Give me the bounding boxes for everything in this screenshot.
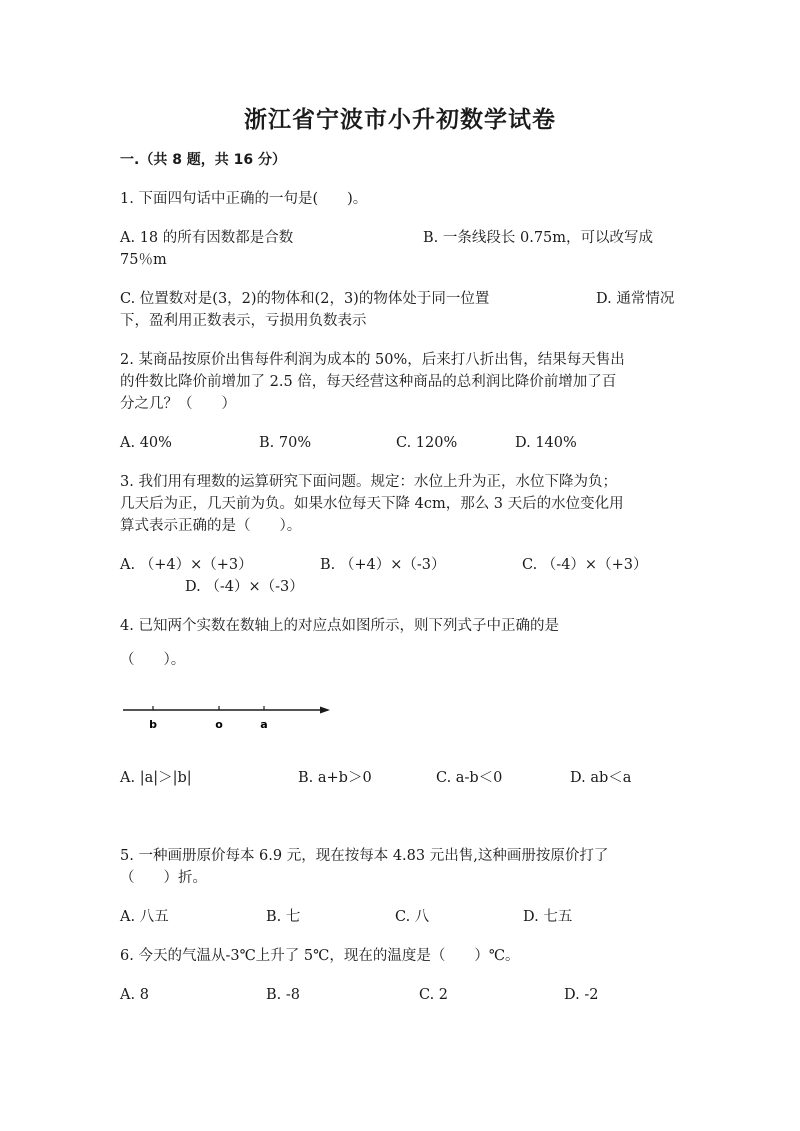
q1-option-b-continued: 75％m [120, 252, 167, 268]
q3-option-b: B. （+4）×（-3） [320, 557, 446, 573]
section-heading: 一.（共 8 题，共 16 分） [120, 152, 287, 168]
q2-option-a: A. 40% [120, 435, 172, 451]
q3-option-c: C. （-4）×（+3） [522, 557, 648, 573]
question-3-line-2: 几天后为正，几天前为负。如果水位每天下降 4cm，那么 3 天后的水位变化用 [120, 496, 624, 512]
q5-option-d: D. 七五 [523, 909, 573, 925]
q3-option-a: A. （+4）×（+3） [120, 557, 253, 573]
q2-option-c: C. 120% [396, 435, 458, 451]
question-2-line-1: 2. 某商品按原价出售每件利润为成本的 50%，后来打八折出售，结果每天售出 [120, 352, 625, 368]
question-4-line-2: （ ）。 [120, 652, 186, 668]
q1-option-c: C. 位置数对是(3，2)的物体和(2，3)的物体处于同一位置 [120, 291, 490, 307]
q2-option-d: D. 140% [515, 435, 577, 451]
question-5-line-1: 5. 一种画册原价每本 6.9 元，现在按每本 4.83 元出售,这种画册按原价打了 [120, 848, 609, 864]
q6-option-d: D. -2 [564, 987, 599, 1003]
number-line-arrow [320, 707, 330, 714]
q1-option-a: A. 18 的所有因数都是合数 [120, 230, 294, 246]
question-1-stem: 1. 下面四句话中正确的一句是( )。 [120, 191, 368, 207]
q1-option-b: B. 一条线段长 0.75m，可以改写成 [423, 230, 654, 246]
q2-option-b: B. 70% [259, 435, 312, 451]
q4-option-c: C. a-b＜0 [436, 770, 503, 786]
q5-option-b: B. 七 [266, 909, 301, 925]
q6-option-a: A. 8 [120, 987, 149, 1003]
question-3-line-1: 3. 我们用有理数的运算研究下面问题。规定：水位上升为正，水位下降为负； [120, 474, 617, 490]
q1-option-d-continued: 下，盈利用正数表示，亏损用负数表示 [120, 313, 367, 329]
label-b: b [149, 718, 157, 731]
question-6-stem: 6. 今天的气温从-3℃上升了 5℃，现在的温度是（ ）℃。 [120, 948, 520, 964]
number-line-figure [120, 700, 340, 740]
label-a: a [260, 718, 268, 731]
q1-option-d: D. 通常情况 [596, 291, 675, 307]
question-2-line-2: 的件数比降价前增加了 2.5 倍，每天经营这种商品的总利润比降价前增加了百 [120, 374, 617, 390]
question-3-line-3: 算式表示正确的是（ ）。 [120, 518, 302, 534]
question-5-line-2: （ ）折。 [120, 870, 207, 886]
q4-option-a: A. |a|＞|b| [120, 770, 192, 786]
q3-option-d: D. （-4）×（-3） [185, 579, 304, 595]
q5-option-c: C. 八 [395, 909, 430, 925]
q6-option-b: B. -8 [266, 987, 300, 1003]
q4-option-d: D. ab＜a [570, 770, 632, 786]
q5-option-a: A. 八五 [120, 909, 169, 925]
page-title: 浙江省宁波市小升初数学试卷 [244, 107, 556, 133]
question-2-line-3: 分之几？（ ） [120, 396, 236, 412]
question-4-line-1: 4. 已知两个实数在数轴上的对应点如图所示，则下列式子中正确的是 [120, 618, 559, 634]
q4-option-b: B. a+b＞0 [298, 770, 372, 786]
label-o: o [215, 718, 223, 731]
q6-option-c: C. 2 [419, 987, 449, 1003]
